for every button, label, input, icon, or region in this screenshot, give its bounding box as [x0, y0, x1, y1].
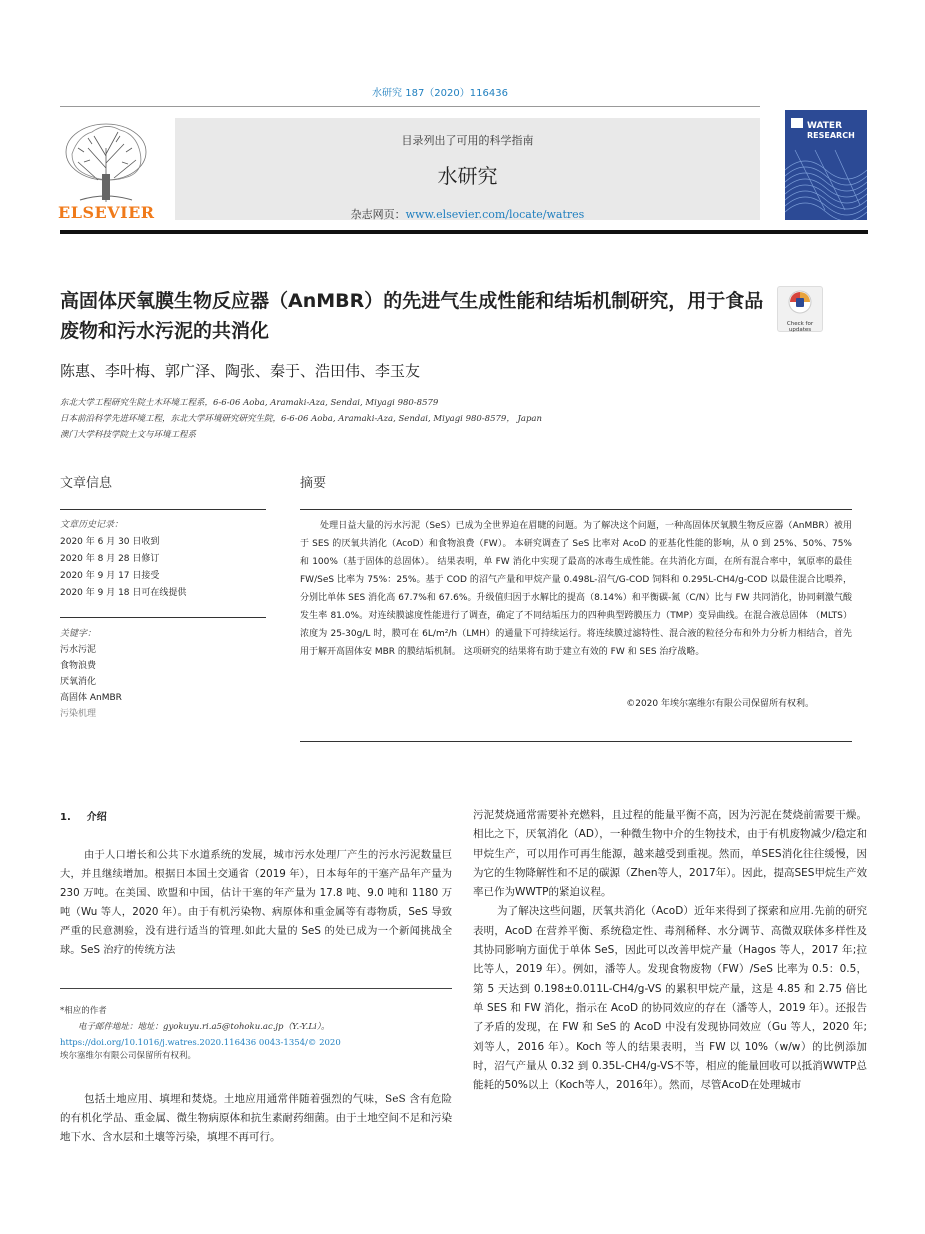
article-title: 高固体厌氧膜生物反应器（AnMBR）的先进气生成性能和结垢机制研究，用于食品废物和污水污泥的共消化 — [60, 290, 764, 342]
section-number: 1. — [60, 812, 71, 823]
keywords — [60, 626, 122, 722]
affiliations — [60, 395, 780, 443]
footnote-mark: *相应的作者 — [60, 1006, 107, 1016]
history-label: 文章历史记录： — [60, 520, 124, 530]
author-list[interactable]: 陈惠、李叶梅、郭广泽、陶张、秦于、浩田伟、李玉友 — [60, 362, 421, 380]
check-for-updates-badge[interactable] — [777, 286, 823, 332]
footnote-email[interactable]: 电子邮件地址：地址：gyokuyu.ri.a5@tohoku.ac.jp（Y.-Y.Li）。 — [78, 1022, 330, 1032]
abstract-text: 处理日益大量的污水污泥（SeS）已成为全世界迫在眉睫的问题。为了解决这个问题，一种高固体厌氧膜生物反应器（AnMBR）被用于 SES 的厌氧共消化（AcoD）和食物浪费（FW）。 本研究调查了 SeS 比率对 AcoD 的亚基化性能的影响，从 0 到 25%、50%、75%和 100%（基于固体的总固体）。 结果表明，单 FW 消化中实现了最高的冰毒生成性能。在共消化方面，在所有混合率中，氧原率的最佳 FW/SeS 比率为 75%：25%。基于 COD 的沼气产量和甲烷产量 0.498L-沼气/G-COD 饲料和 0.295L-CH4/g-COD 以最佳混合比喂养，分别比单体 SES 消化高 67.7%和 67.6%。升级值归因于水解比的提高（8.14%）和平衡碳-氮（C/N）比与 FW 共同消化，协同刺激气酸发生率 81.0%。对连续膜滤度性能进行了调查，确定了不同结垢压力的四种典型跨膜压力（TMP）变异曲线。在混合液总固体 （MLTS）浓度为 25-30g/L 时，膜可在 6L/m²/h（LMH）的通量下可持续运行。将连续膜过滤特性、混合液的粒径分布和外力分析力相结合，首先用于解开高固体安 MBR 的膜结垢机制。 这项研究的结果将有助于建立有效的 FW 和 SES 治疗战略。 — [300, 521, 852, 657]
corresponding-author-footnote — [60, 1003, 452, 1035]
check-updates-label: Check for updates — [786, 321, 814, 333]
homepage-link[interactable]: www.elsevier.com/locate/watres — [405, 208, 585, 221]
history-revised: 2020 年 8 月 28 日修订 — [60, 554, 160, 564]
history-received: 2020 年 6 月 30 日收到 — [60, 537, 160, 547]
keyword: 厌氧消化 — [60, 677, 97, 687]
keyword: 食物浪费 — [60, 661, 97, 671]
cover-title-2: RESEARCH — [807, 131, 855, 140]
footnote-rule — [60, 988, 452, 989]
info-rule-top — [60, 509, 266, 510]
intro-paragraph-2: 包括土地应用、填埋和焚烧。土地应用通常伴随着强烈的气味，SeS 含有危险的有机化学品、重金属、微生物病原体和抗生素耐药细菌。由于土地空间不足和污染地下水、含水层和土壤等污染，填埋不再可行。 — [60, 1093, 452, 1143]
doi-link[interactable]: https://doi.org/10.1016/j.watres.2020.116436 0043-1354/© 2020 — [60, 1038, 341, 1048]
keyword: 高固体 AnMBR — [60, 693, 122, 703]
journal-title: 水研究 — [437, 164, 498, 188]
copyright-line: ©2020 年埃尔塞维尔有限公司保留所有权利。 — [626, 699, 814, 709]
article-history — [60, 517, 186, 602]
keyword: 污染机理 — [60, 709, 97, 719]
keywords-label: 关键字： — [60, 629, 97, 639]
journal-homepage — [175, 206, 760, 222]
affiliation-c: 澳门大学科技学院土文与环境工程系 — [60, 430, 197, 440]
intro-paragraph-4: 为了解决这些问题，厌氧共消化（AcoD）近年来得到了探索和应用.先前的研究表明，AcoD 在营养平衡、系统稳定性、毒剂稀释、水分调节、高微双联体多样性及其协同影响方面优于单体 SeS，因此可以改善甲烷产量（Hagos 等人，2017 年;拉比等人，2019 年）。例如，潘等人。发现食物废物（FW）/SeS 比率为 0.5：0.5，第 5 天达到 0.198±0.011L-CH4/g-VS 的累积甲烷产量，这是 4.85 和 2.75 倍比单 SES 和 FW 消化，指示在 AcoD 的协同效应的存在（潘等人，2019 年）。还报告了矛盾的发现，在 FW 和 SeS 的 AcoD 中没有发现协同效应（Gu 等人，2020 年;刘等人，2016 年）。Koch 等人的结果表明，当 FW 以 10%（w/w）的比例添加时，沼气产量从 0.32 到 0.35L-CH4/g-VS不等，相应的能量回收可以抵消WWTP总能耗的50%以上（Koch等人，2016年）。然而，尽管AcoD在处理城市 — [473, 905, 867, 1092]
contents-line: 目录列出了可用的科学指南 — [401, 134, 534, 147]
section-heading-introduction — [60, 808, 107, 823]
abstract-rule-top — [300, 509, 852, 510]
header-thick-rule — [60, 230, 868, 234]
keyword: 污水污泥 — [60, 645, 97, 655]
journal-cover[interactable] — [785, 110, 867, 220]
history-accepted: 2020 年 9 月 17 日接受 — [60, 571, 160, 581]
doi-rights: 埃尔塞维尔有限公司保留所有权利。 — [60, 1051, 197, 1061]
affiliation-a: 东北大学工程研究生院土木环境工程系，6-6-06 Aoba, Aramaki-Aza, Sendai, Miyagi 980-8579 — [60, 398, 439, 408]
doi-block — [60, 1037, 452, 1063]
intro-left-column — [60, 846, 452, 960]
article-info-heading: 文章信息 — [60, 476, 113, 491]
intro-right-column — [473, 806, 867, 1095]
intro-paragraph-1: 由于人口增长和公共下水道系统的发展，城市污水处理厂产生的污水污泥数量巨大，并且继续增加。根据日本国土交通省（2019 年），日本每年的干塞产品年产量为 230 万吨。在美国、欧盟和中国，估计干塞的年产量为 17.8 吨、9.0 吨和 1180 万吨（Wu 等人，2020 年）。由于有机污染物、病原体和重金属等有毒物质，SeS 导致严重的民意测验，没有进行适当的管理.如此大量的 SeS 的处已成为一个新闻挑战全球。SeS 治疗的传统方法 — [60, 849, 452, 956]
journal-reference[interactable]: 水研究 187（2020）116436 — [372, 88, 508, 99]
header-rule — [60, 106, 760, 107]
homepage-label: 杂志网页： — [350, 208, 406, 221]
section-title: 介绍 — [86, 812, 107, 823]
info-rule-mid — [60, 617, 266, 618]
intro-paragraph-3: 污泥焚烧通常需要补充燃料，且过程的能量平衡不高，因为污泥在焚烧前需要干燥。相比之下，厌氧消化（AD），一种微生物中介的生物技术，由于有机废物减少/稳定和甲烷生产，可以用作可再生能源，越来越受到重视。然而，单SES消化往往缓慢，因为它的生物降解性和不足的碳源（Zhen等人，2017年）。因此，提高SES甲烷生产效率已作为WWTP的紧迫议程。 — [473, 809, 867, 899]
history-online: 2020 年 9 月 18 日可在线提供 — [60, 588, 187, 598]
affiliation-b: 日本前沿科学先进环境工程，东北大学环境研究研究生院，6-6-06 Aoba, Aramaki-Aza, Sendai, Miyagi 980-8579， Japan — [60, 414, 542, 424]
intro-left-column-continued — [60, 1090, 452, 1147]
check-updates-icon — [778, 287, 822, 317]
elsevier-wordmark: ELSEVIER — [58, 203, 155, 222]
abstract-rule-bottom — [300, 741, 852, 742]
abstract-heading: 摘要 — [300, 476, 327, 491]
abstract-body — [300, 517, 852, 661]
cover-title-1: WATER — [807, 121, 843, 131]
